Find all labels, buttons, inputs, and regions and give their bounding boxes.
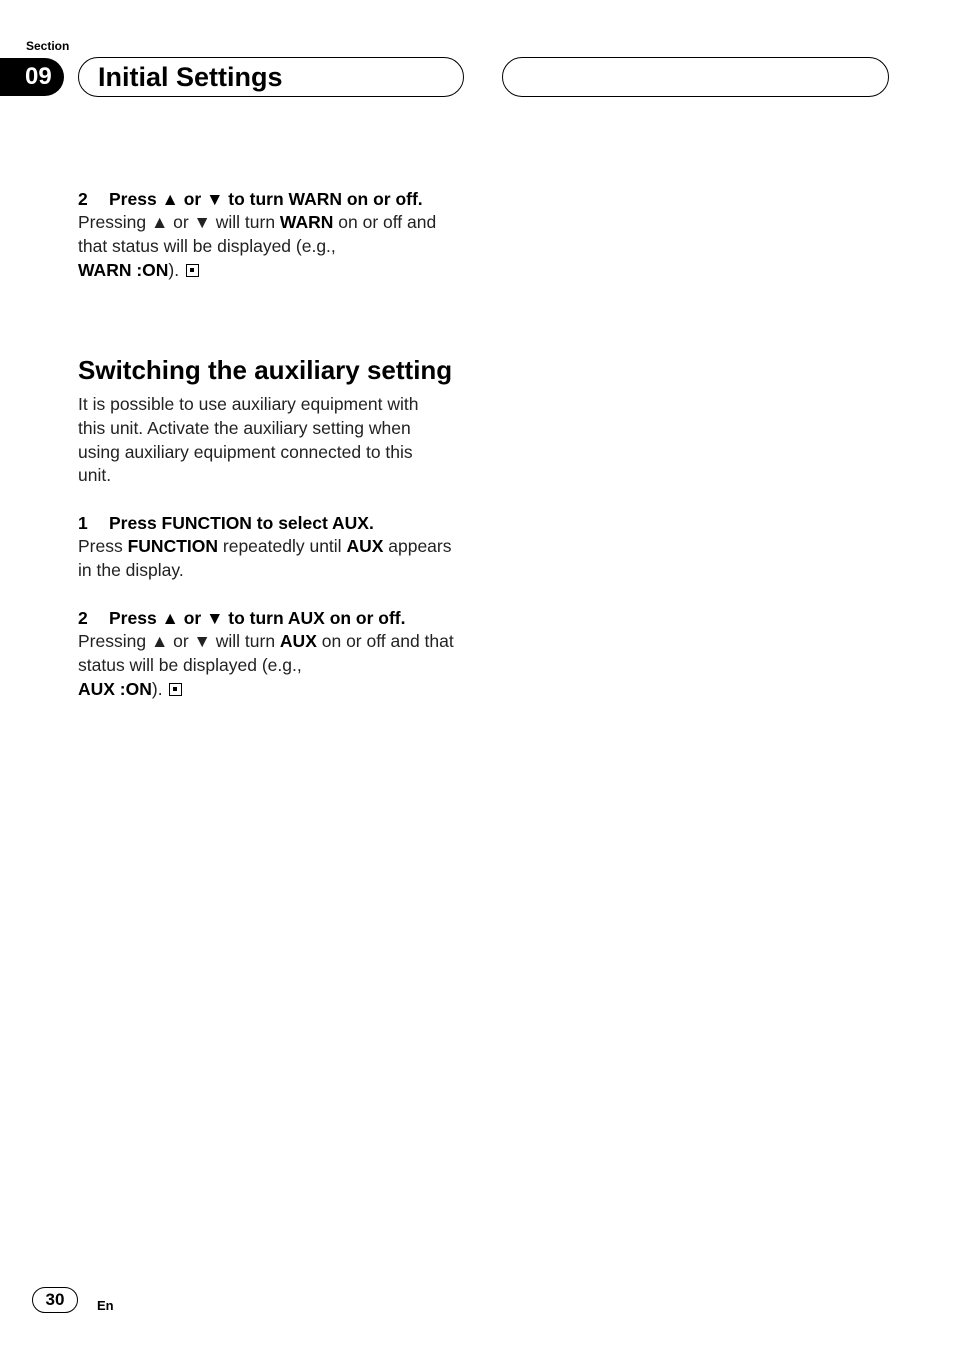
text-run: Pressing ▲ or ▼ will turn (78, 212, 280, 232)
step-heading-text: Press ▲ or ▼ to turn WARN on or off. (109, 189, 423, 209)
bold-term: AUX (346, 536, 384, 556)
aux-step-1 (78, 511, 478, 583)
text-run: on or off and that status will be displayed (e.g., (78, 631, 454, 675)
step-heading (78, 606, 478, 630)
section-title-box (78, 57, 464, 97)
end-of-section-icon (169, 683, 182, 696)
step-number: 2 (78, 608, 88, 628)
text-run: ). (151, 678, 163, 699)
warn-step-2 (78, 187, 478, 282)
page-number: 30 (32, 1287, 78, 1313)
section-intro: It is possible to use auxiliary equipment with this unit. Activate the auxiliary setting when using auxiliary equipment connected to this unit. (78, 394, 419, 486)
step-number: 2 (78, 189, 88, 209)
step-description (78, 535, 463, 583)
section-heading: Switching the auxiliary setting (78, 355, 453, 385)
bold-term: AUX (279, 631, 317, 651)
text-run: Press (78, 536, 128, 556)
text-run: on or off and that status will be displayed (e.g., (78, 212, 437, 256)
text-run: appears in the display. (78, 536, 452, 580)
bold-term: WARN :ON (78, 259, 169, 280)
end-of-section-icon (186, 264, 199, 277)
empty-header-box (502, 57, 889, 97)
text-run: ). (168, 259, 180, 280)
section-title: Initial Settings (98, 62, 283, 92)
step-description (78, 211, 463, 282)
language-code: En (97, 1298, 114, 1313)
step-number: 1 (78, 513, 88, 533)
aux-step-2 (78, 606, 478, 701)
aux-section (78, 354, 478, 488)
bold-term: WARN (279, 212, 334, 232)
section-label: Section (26, 39, 70, 53)
bold-term: FUNCTION (127, 536, 219, 556)
step-description (78, 630, 463, 701)
step-heading-text: Press ▲ or ▼ to turn AUX on or off. (109, 608, 406, 628)
text-run: repeatedly until (218, 536, 347, 556)
section-number-badge: 09 (0, 58, 64, 96)
text-run: Pressing ▲ or ▼ will turn (78, 631, 280, 651)
bold-term: AUX :ON (78, 678, 152, 699)
step-heading (78, 187, 478, 211)
step-heading-text: Press FUNCTION to select AUX. (109, 513, 374, 533)
step-heading (78, 511, 478, 535)
